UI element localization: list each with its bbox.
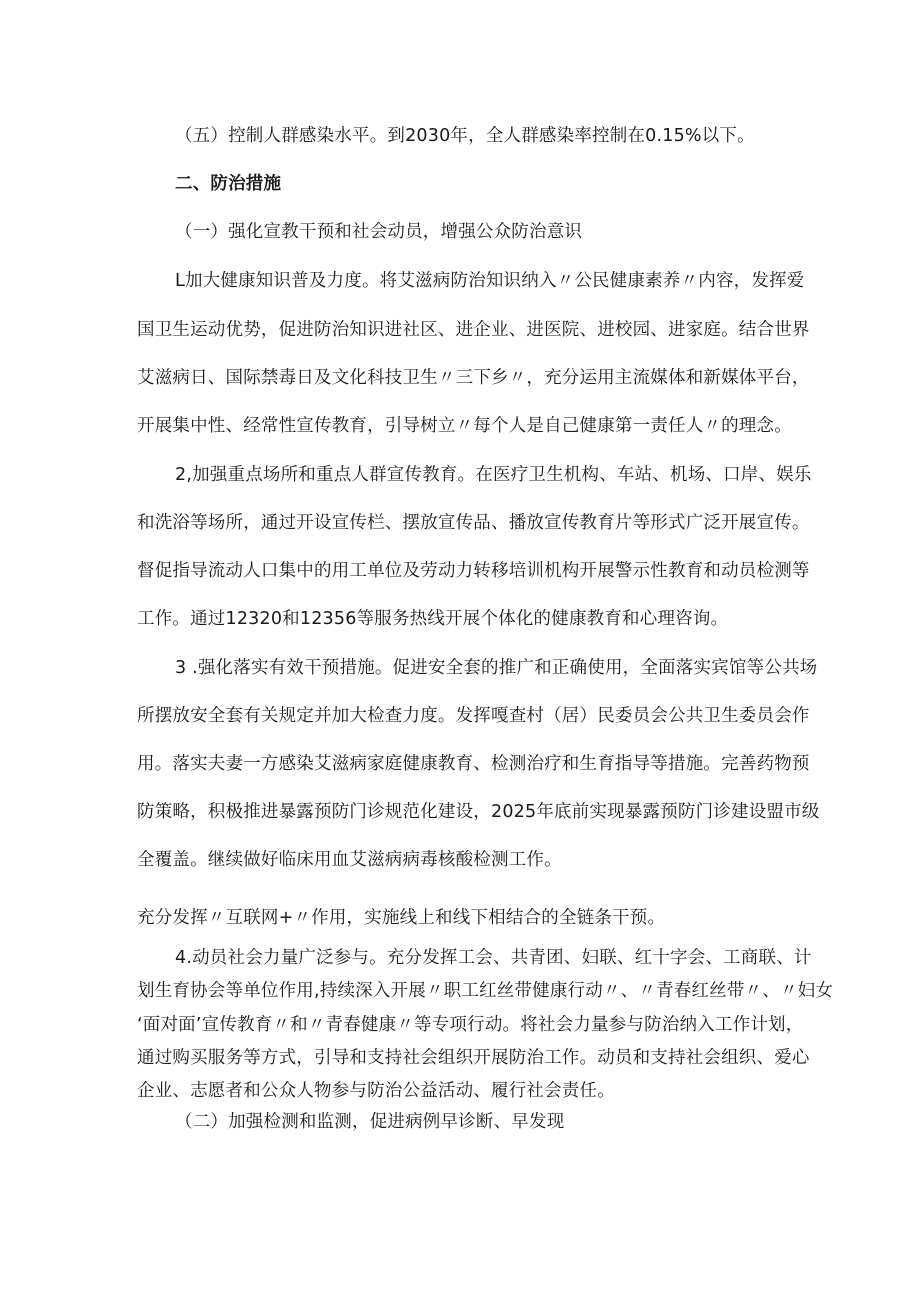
para-2-line: 2,加强重点场所和重点人群宣传教育。在医疗卫生机构、车站、机场、口岸、娱乐	[175, 465, 812, 485]
para-3-line: 用。落实夫妻一方感染艾滋病家庭健康教育、检测治疗和生育指导等措施。完善药物预	[137, 754, 810, 774]
para-4-line: 划生育协会等单位作用,持续深入开展〃职工红丝带健康行动〃、〃青春红丝带〃、〃妇女	[137, 981, 834, 1001]
para-3-line: 防策略，积极推进暴露预防门诊规范化建设，2025年底前实现暴露预防门诊建设盟市级	[137, 802, 820, 822]
para-3-line: 3 .强化落实有效干预措施。促进安全套的推广和正确使用，全面落实宾馆等公共场	[175, 658, 818, 678]
para-internet-text: 充分发挥〃互联网+〃作用，实施线上和线下相结合的全链条干预。	[137, 908, 666, 928]
para-4-line: 4.动员社会力量广泛参与。充分发挥工会、共青团、妇联、红十字会、工商联、计	[175, 948, 812, 968]
para-2-line: 督促指导流动人口集中的用工单位及劳动力转移培训机构开展警示性教育和动员检测等	[137, 561, 810, 581]
para-4-line: 通过购买服务等方式，引导和支持社会组织开展防治工作。动员和支持社会组织、爱心	[137, 1048, 810, 1068]
para-3-line: 所摆放安全套有关规定并加大检查力度。发挥嘎查村（居）民委员会公共卫生委员会作	[137, 706, 810, 726]
item-5-text: （五）控制人群感染水平。到2030年，全人群感染率控制在0.15%以下。	[175, 126, 755, 146]
para-4-line: 企业、志愿者和公众人物参与防治公益活动、履行社会责任。	[137, 1081, 615, 1101]
para-1-line: L加大健康知识普及力度。将艾滋病防治知识纳入〃公民健康素养〃内容，发挥爱	[175, 271, 805, 291]
para-2-line: 工作。通过12320和12356等服务热线开展个体化的健康教育和心理咨询。	[137, 609, 729, 629]
para-2-line: 和洗浴等场所，通过开设宣传栏、摆放宣传品、播放宣传教育片等形式广泛开展宣传。	[137, 513, 810, 533]
section-2-heading: 二、防治措施	[175, 174, 282, 194]
para-1-line: 国卫生运动优势，促进防治知识进社区、进企业、进医院、进校园、进家庭。结合世界	[137, 320, 810, 340]
para-1-line: 开展集中性、经常性宣传教育，引导树立〃每个人是自己健康第一责任人〃的理念。	[137, 416, 792, 436]
para-1-line: 艾滋病日、国际禁毒日及文化科技卫生〃三下乡〃，充分运用主流媒体和新媒体平台，	[137, 368, 810, 388]
para-3-line: 全覆盖。继续做好临床用血艾滋病病毒核酸检测工作。	[137, 850, 562, 870]
subsection-1-heading: （一）强化宣教干预和社会动员，增强公众防治意识	[175, 222, 583, 242]
para-4-line: ‘面对面’宣传教育〃和〃青春健康〃等专项行动。将社会力量参与防治纳入工作计划，	[137, 1015, 804, 1035]
subsection-2-heading: （二）加强检测和监测，促进病例早诊断、早发现	[175, 1112, 565, 1132]
